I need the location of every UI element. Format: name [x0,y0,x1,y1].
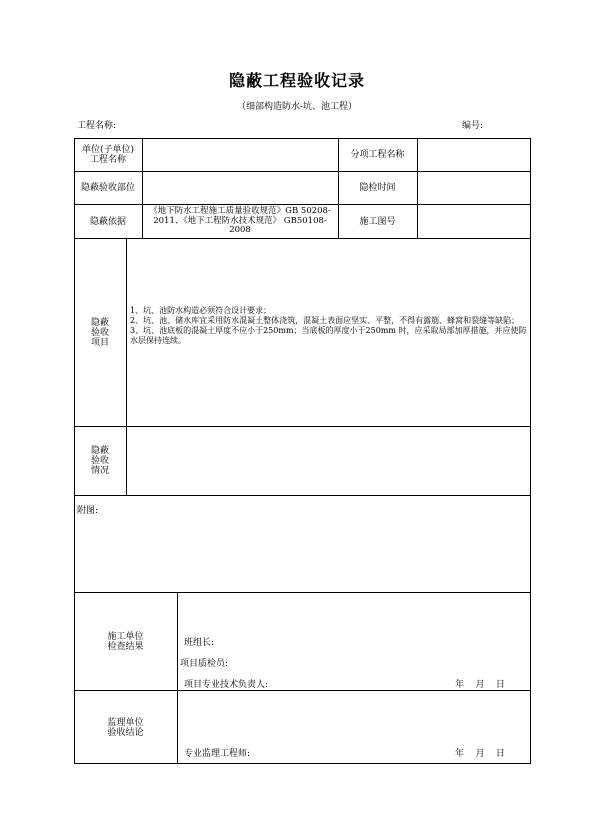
attachment-label: 附图: [77,506,99,516]
construction-date: 年 月 日 [455,680,505,690]
item-line-2: 2、坑、池、储水库宜采用防水混凝土整体浇筑，混凝土表面应坚实、平整，不得有露筋、蜂窝和裂缝等缺陷； [130,316,520,325]
inspection-time-field[interactable] [418,172,530,204]
unit-project-name-field[interactable] [143,139,338,171]
construction-check-label: 施工单位 检查结果 [107,631,144,652]
sub-item-name-label: 分项工程名称 [350,150,405,160]
attachment-area[interactable] [74,518,530,592]
sub-item-name-field[interactable] [418,139,530,171]
item-line-3: 3、坑、池底板的混凝土厚度不应小于250mm；当底板的厚度小于250mm 时，应采取局部加厚措施，并应使防水层保持连续。 [130,326,527,345]
supervision-conclusion-label: 监理单位 验收结论 [107,717,144,738]
page-subtitle: （细部构造防水-坑、池工程） [236,102,358,112]
concealed-situation-field[interactable] [127,427,530,495]
concealed-items-label: 隐蔽 验收 项目 [90,317,109,348]
page-title: 隐蔽工程验收记录 [228,71,365,90]
item-line-1: 1、坑、池防水构造必须符合设计要求； [130,306,272,315]
row-divider [74,238,531,239]
basis-value: 《地下防水工程施工质量验收规范》GB 50208-2011、《地下工程防水技术规范》 GB50108-2008 [149,206,331,236]
team-leader-label: 班组长: [184,638,215,648]
number-label: 编号: [462,121,484,131]
unit-project-name-label: 单位(子单位) 工程名称 [81,145,135,165]
technical-lead-label: 项目专业技术负责人: [184,680,269,690]
concealed-items-content [130,306,528,346]
concealed-situation-label: 隐蔽 验收 情况 [90,446,109,476]
supervising-engineer-label: 专业监理工程师: [184,749,251,759]
column-divider [177,592,178,764]
drawing-number-label: 施工图号 [359,216,396,227]
row-divider [74,495,531,496]
inspection-time-label: 隐检时间 [359,183,396,193]
concealed-part-label: 隐蔽验收部位 [80,183,135,193]
quality-inspector-label: 项目质检员: [180,659,229,669]
basis-label: 隐蔽依据 [89,216,126,227]
project-name-label: 工程名称: [77,121,117,131]
drawing-number-field[interactable] [418,205,530,238]
concealed-part-field[interactable] [143,172,338,204]
supervision-date: 年 月 日 [455,749,505,759]
